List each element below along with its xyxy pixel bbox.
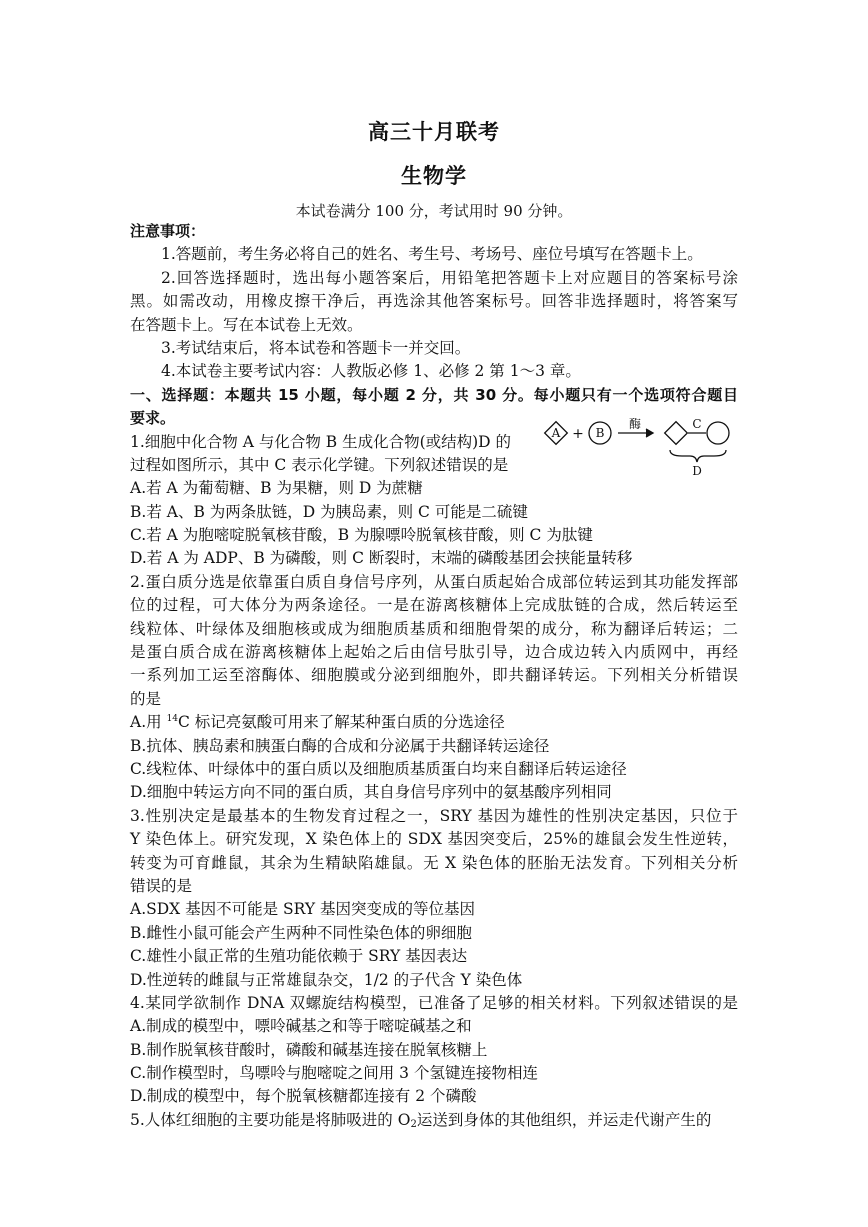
q4-option-a: A.制成的模型中，嘌呤碱基之和等于嘧啶碱基之和: [130, 1017, 472, 1036]
q2-stem-5: 一系列加工运至溶酶体、细胞膜或分泌到细胞外，即共翻译转运。下列相关分析错误: [130, 666, 738, 685]
q2-stem-1: 2.蛋白质分选是依靠蛋白质自身信号序列，从蛋白质起始合成部位转运到其功能发挥部: [130, 572, 738, 591]
q4-option-b: B.制作脱氧核苷酸时，磷酸和碱基连接在脱氧核糖上: [130, 1040, 488, 1059]
q1-option-b: B.若 A、B 为两条肽链，D 为胰岛素，则 C 可能是二硫键: [130, 502, 528, 521]
notice-item-2-cont: 黑。如需改动，用橡皮擦干净后，再选涂其他答案标号。回答非选择题时，将答案写: [130, 292, 738, 311]
label-c: C: [692, 418, 702, 431]
q3-stem-2: Y 染色体上。研究发现，X 染色体上的 SDX 基因突变后，25%的雄鼠会发生性逆转，: [130, 830, 738, 849]
notice-item-2-end: 在答题卡上。写在本试卷上无效。: [130, 315, 363, 334]
q1-option-d: D.若 A 为 ADP、B 为磷酸，则 C 断裂时，末端的磷酸基团会挟能量转移: [130, 549, 633, 568]
q1-option-c: C.若 A 为胞嘧啶脱氧核苷酸，B 为腺嘌呤脱氧核苷酸，则 C 为肽键: [130, 526, 593, 545]
label-b: B: [595, 426, 605, 440]
exam-title: 高三十月联考: [368, 120, 500, 144]
notice-item-2: 2.回答选择题时，选出每小题答案后，用铅笔把答题卡上对应题目的答案标号涂: [161, 268, 738, 287]
q3-stem-3: 转变为可育雌鼠，其余为生精缺陷雄鼠。无 X 染色体的胚胎无法发育。下列相关分析: [130, 853, 738, 872]
q1-stem: 1.细胞中化合物 A 与化合物 B 生成化合物(或结构)D 的: [130, 432, 512, 451]
label-d: D: [692, 464, 702, 478]
label-plus: +: [572, 426, 584, 442]
q4-option-d: D.制成的模型中，每个脱氧核糖都连接有 2 个磷酸: [130, 1087, 477, 1106]
q4-option-c: C.制作模型时，鸟嘌呤与胞嘧啶之间用 3 个氢键连接物相连: [130, 1064, 538, 1083]
notice-heading: 注意事项：: [130, 222, 206, 240]
q1-option-a: A.若 A 为葡萄糖、B 为果糖，则 D 为蔗糖: [130, 479, 423, 498]
section-heading-cont: 要求。: [130, 409, 176, 428]
notice-item-1: 1.答题前，考生务必将自己的姓名、考生号、考场号、座位号填写在答题卡上。: [161, 245, 703, 264]
exam-meta: 本试卷满分 100 分，考试用时 90 分钟。: [295, 202, 573, 220]
q3-option-b: B.雌性小鼠可能会产生两种不同性染色体的卵细胞: [130, 923, 472, 942]
q2-option-a: A.用 $^{14}$C 标记亮氨酸可用来了解某种蛋白质的分选途径: [130, 713, 505, 732]
q3-option-c: C.雄性小鼠正常的生殖功能依赖于 SRY 基因表达: [130, 947, 468, 966]
q2-stem-2: 位的过程，可大体分为两条途径。一是在游离核糖体上完成肽链的合成，然后转运至: [130, 596, 738, 615]
section-heading: 一、选择题：本题共 15 小题，每小题 2 分，共 30 分。每小题只有一个选项符合题目: [130, 385, 738, 404]
notice-item-3: 3.考试结束后，将本试卷和答题卡一并交回。: [161, 338, 471, 357]
q1-stem-cont: 过程如图所示，其中 C 表示化学键。下列叙述错误的是: [130, 455, 509, 474]
q5-stem: 5.人体红细胞的主要功能是将肺吸进的 $O_2$运送到身体的其他组织，并运走代谢产生的: [130, 1110, 712, 1130]
q2-stem-6: 的是: [130, 689, 162, 708]
q2-option-d: D.细胞中转运方向不同的蛋白质，其自身信号序列中的氨基酸序列相同: [130, 783, 612, 802]
q2-stem-3: 线粒体、叶绿体及细胞核或成为细胞质基质和细胞骨架的成分，称为翻译后转运；二: [130, 619, 738, 638]
label-enzyme: 酶: [628, 418, 642, 431]
label-a: A: [551, 426, 561, 440]
q3-stem-4: 错误的是: [130, 876, 193, 895]
exam-content: [130, 220, 738, 1132]
q2-option-b: B.抗体、胰岛素和胰蛋白酶的合成和分泌属于共翻译转运途径: [130, 736, 550, 755]
isotope-superscript: 14: [166, 714, 179, 725]
subject-title: 生物学: [401, 164, 467, 188]
oxygen-subscript: 2: [410, 1118, 417, 1130]
q4-stem: 4.某同学欲制作 DNA 双螺旋结构模型，已准备了足够的相关材料。下列叙述错误的是: [130, 993, 738, 1012]
q2-stem-4: 是蛋白质合成在游离核糖体上起始之后由信号肽引导，边合成边转入内质网中，再经: [130, 643, 738, 662]
q3-option-d: D.性逆转的雌鼠与正常雄鼠杂交，1/2 的子代含 Y 染色体: [130, 970, 523, 989]
q2-option-c: C.线粒体、叶绿体中的蛋白质以及细胞质基质蛋白均来自翻译后转运途径: [130, 759, 627, 778]
q3-stem-1: 3.性别决定是最基本的生物发育过程之一，SRY 基因为雄性的性别决定基因，只位于: [130, 806, 738, 825]
q3-option-a: A.SDX 基因不可能是 SRY 基因突变成的等位基因: [130, 900, 476, 919]
notice-item-4: 4.本试卷主要考试内容：人教版必修 1、必修 2 第 1～3 章。: [161, 362, 581, 381]
